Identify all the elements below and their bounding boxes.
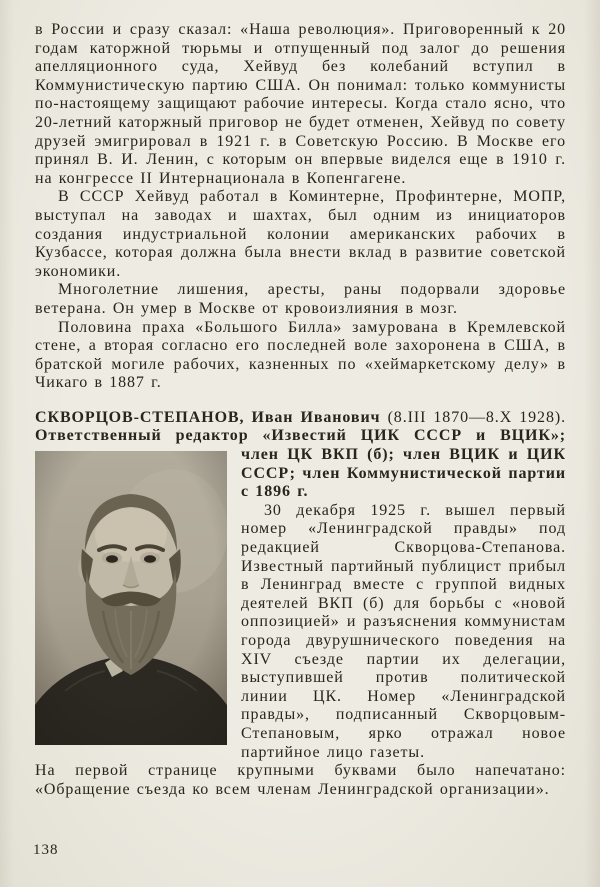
entry-skvortsov-stepanov xyxy=(35,409,566,799)
paragraph-haywood-continuation: в России и сразу сказал: «Наша революция». Приговоренный к 20 годам каторжной тюрьмы и отпущенный под залог до решения апелляционного суда, Хейвуд без колебаний вступил в Коммунистическую партию США. Он понимал: только коммунисты по-настоящему защищают рабочие интересы. Когда стало ясно, что 20-летний каторжный приговор не будет отменен, Хейвуд по совету друзей эмигрировал в 1921 г. в Советскую Россию. В Москве его принял В. И. Ленин, с которым он впервые виделся еще в 1910 г. на конгрессе II Интернационала в Копенгагене. xyxy=(35,21,566,187)
person-dates: (8.III 1870—8.X 1928). xyxy=(380,408,566,426)
portrait-illustration xyxy=(35,451,227,745)
paragraph-pravda: 30 декабря 1925 г. вышел первый номер «Ленинградской правды» под редакцией Скворцова-Степанова. Известный партийный публицист прибыл в Ленинград вместе с группой видных деятелей ВКП (б) для борьбы с «новой оппозицией» и разъяснения коммунистам города двурушнического поведения на XIV съезде партии их делегации, выступившей против политической линии ЦК. Номер «Ленинградской правды», подписанный Скворцовым-Степановым, ярко отражал новое партийное лицо газеты. xyxy=(241,501,566,761)
paragraph-haywood-death: Многолетние лишения, аресты, раны подорвали здоровье ветерана. Он умер в Москве от кровоизлияния в мозг. xyxy=(35,281,566,317)
paragraph-haywood-ussr: В СССР Хейвуд работал в Коминтерне, Профинтерне, МОПР, выступал на заводах и шахтах, был одним из инициаторов создания индустриальной колонии американских рабочих в Кузбассе, которая должна была внести вклад в развитие советской экономики. xyxy=(35,188,566,280)
page-text-block xyxy=(35,21,566,799)
paragraph-front-page: На первой странице крупными буквами было напечатано: «Обращение съезда ко всем членам Ленинградской организации». xyxy=(35,762,566,798)
person-role-lead: Ответственный редактор «Известий ЦИК СССР и ВЦИК»; xyxy=(35,427,566,445)
portrait-photo xyxy=(35,451,227,745)
paragraph-haywood-ashes: Половина праха «Большого Билла» замурована в Кремлевской стене, а вторая согласно его последней воле захоронена в США, в братской могиле рабочих, казненных по «хеймаркетскому делу» в Чикаго в 1887 г. xyxy=(35,318,566,392)
person-name: СКВОРЦОВ-СТЕПАНОВ, Иван Иванович xyxy=(35,408,381,426)
person-role-continued: член ЦК ВКП (б); член ВЦИК и ЦИК СССР; член Коммунистической партии с 1896 г. xyxy=(241,446,566,501)
entry-heading xyxy=(35,409,566,446)
page-number: 138 xyxy=(33,842,59,858)
entry-body xyxy=(35,446,566,799)
